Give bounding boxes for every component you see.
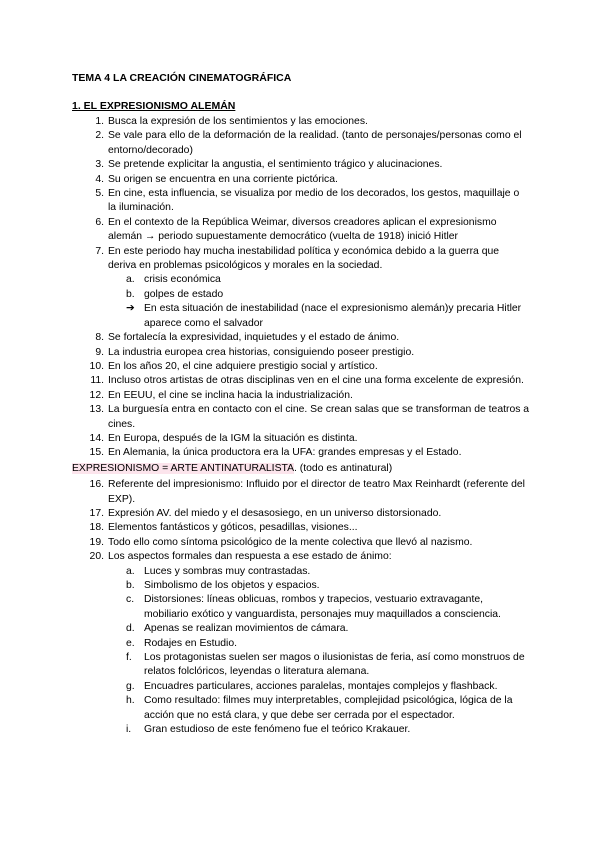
list-item-text: La industria europea crea historias, consiguiendo poseer prestigio. bbox=[108, 346, 415, 358]
list-item bbox=[0, 158, 600, 172]
list-item bbox=[0, 536, 600, 550]
numbered-list bbox=[0, 331, 600, 461]
sub-list-item-letter: h. bbox=[126, 695, 135, 707]
sub-list-item-letter: g. bbox=[126, 680, 135, 692]
list-item bbox=[0, 389, 600, 403]
sub-list-item-text: Los protagonistas suelen ser magos o ilusionistas de feria, así como monstruos de relatos folclóricos, leyendas o literatura alemana. bbox=[144, 652, 525, 678]
list-item bbox=[0, 216, 600, 245]
list-item-number: 3. bbox=[95, 159, 104, 171]
list-item-number: 19. bbox=[89, 536, 104, 548]
list-item bbox=[0, 360, 600, 374]
list-item-text: Los aspectos formales dan respuesta a ese estado de ánimo: bbox=[108, 551, 392, 563]
sub-list-item bbox=[0, 680, 600, 694]
arrow-icon: ➔ bbox=[126, 303, 135, 315]
list-item-text: En los años 20, el cine adquiere prestigio social y artístico. bbox=[108, 360, 378, 372]
list-item-number: 7. bbox=[95, 245, 104, 257]
list-item-number: 14. bbox=[89, 432, 104, 444]
sub-list-item bbox=[0, 273, 600, 287]
sub-list bbox=[0, 565, 600, 738]
list-item bbox=[0, 521, 600, 535]
sub-list bbox=[0, 273, 600, 302]
list-item-text: Todo ello como síntoma psicológico de la mente colectiva que llevó al nazismo. bbox=[108, 536, 473, 548]
list-item-number: 20. bbox=[89, 551, 104, 563]
sub-list-item-letter: i. bbox=[126, 724, 132, 736]
sub-list-item-text: Distorsiones: líneas oblicuas, rombos y trapecios, vestuario extravagante, mobiliario exótico y vanguardista, personajes muy maquillados a consciencia. bbox=[144, 594, 501, 620]
numbered-list bbox=[0, 115, 600, 273]
list-item-text: En EEUU, el cine se inclina hacia la industrialización. bbox=[108, 389, 353, 401]
list-item-text: Referente del impresionismo: Influido por el director de teatro Max Reinhardt (referente del EXP). bbox=[108, 479, 525, 505]
sub-list-item bbox=[0, 723, 600, 737]
list-item bbox=[0, 403, 600, 432]
list-item-number: 4. bbox=[95, 173, 104, 185]
list-item-number: 15. bbox=[89, 447, 104, 459]
list-item-text: En Alemania, la única productora era la UFA: grandes empresas y el Estado. bbox=[108, 447, 462, 459]
list-item-text: En este periodo hay mucha inestabilidad política y económica debido a la guerra que deriva en problemas psicológicos y morales en la sociedad. bbox=[108, 245, 500, 272]
list-item bbox=[0, 374, 600, 388]
sub-list-item-text: crisis económica bbox=[144, 274, 221, 286]
list-item bbox=[0, 129, 600, 158]
list-item bbox=[0, 187, 600, 216]
list-item-number: 12. bbox=[89, 389, 104, 401]
list-item-text: En cine, esta influencia, se visualiza por medio de los decorados, los gestos, maquillaje o la iluminación. bbox=[108, 188, 520, 214]
sub-list-item-letter: e. bbox=[126, 637, 135, 649]
list-item-text: Busca la expresión de los sentimientos y las emociones. bbox=[108, 116, 368, 127]
list-item bbox=[0, 507, 600, 521]
sub-list-item bbox=[0, 637, 600, 651]
sub-list-item-text: Gran estudioso de este fenómeno fue el teórico Krakauer. bbox=[144, 724, 411, 736]
list-item bbox=[0, 432, 600, 446]
highlight-line bbox=[0, 462, 600, 476]
highlighted-text: EXPRESIONISMO = ARTE ANTINATURALISTA bbox=[72, 462, 295, 474]
sub-list-item bbox=[0, 579, 600, 593]
numbered-list bbox=[0, 478, 600, 564]
arrow-item bbox=[0, 302, 600, 331]
list-item-text: Elementos fantásticos y góticos, pesadillas, visiones... bbox=[108, 522, 358, 534]
sub-list-item-text: golpes de estado bbox=[144, 288, 224, 300]
list-item bbox=[0, 173, 600, 187]
sub-list-item-letter: f. bbox=[126, 652, 132, 664]
arrow-item-text: En esta situación de inestabilidad (nace el expresionismo alemán)y precaria Hitler aparece como el salvador bbox=[144, 303, 522, 329]
list-item-text: Expresión AV. del miedo y el desasosiego, en un universo distorsionado. bbox=[108, 507, 442, 519]
list-item-number: 13. bbox=[89, 404, 104, 416]
list-item-text: En Europa, después de la IGM la situación es distinta. bbox=[108, 432, 358, 444]
list-item-text: Se vale para ello de la deformación de la realidad. (tanto de personajes/personas como el entorno/decorado) bbox=[108, 130, 522, 156]
sub-list-item bbox=[0, 694, 600, 723]
sub-list-item bbox=[0, 651, 600, 680]
list-item-text: Se pretende explicitar la angustia, el sentimiento trágico y alucinaciones. bbox=[108, 159, 443, 171]
list-item-number: 6. bbox=[95, 216, 104, 228]
sub-list-item bbox=[0, 288, 600, 302]
list-item-number: 16. bbox=[89, 479, 104, 491]
sub-list-item bbox=[0, 565, 600, 579]
list-item-text: Incluso otros artistas de otras disciplinas ven en el cine una forma excelente de expresión. bbox=[108, 375, 524, 387]
list-item bbox=[0, 478, 600, 507]
sub-list-item-letter: a. bbox=[126, 274, 135, 286]
list-item bbox=[0, 550, 600, 564]
sub-list-item-letter: b. bbox=[126, 580, 135, 591]
sub-list-item-text: Rodajes en Estudio. bbox=[144, 637, 237, 649]
list-item-number: 1. bbox=[95, 116, 104, 127]
sub-list-item-letter: a. bbox=[126, 565, 135, 577]
list-item-number: 17. bbox=[89, 507, 104, 519]
sub-list-item-letter: d. bbox=[126, 623, 135, 635]
section-title: 1. EL EXPRESIONISMO ALEMÁN bbox=[72, 100, 236, 112]
sub-list-item-text: Luces y sombras muy contrastadas. bbox=[144, 565, 311, 577]
list-item bbox=[0, 446, 600, 460]
list-item-text: La burguesía entra en contacto con el cine. Se crean salas que se transforman de teatros a cines. bbox=[108, 404, 530, 430]
document-body bbox=[0, 115, 600, 737]
list-item bbox=[0, 115, 600, 129]
list-item-number: 9. bbox=[95, 346, 104, 358]
list-item-number: 18. bbox=[89, 522, 104, 534]
list-item bbox=[0, 346, 600, 360]
list-item-number: 8. bbox=[95, 332, 104, 344]
list-item bbox=[0, 331, 600, 345]
sub-list-item-text: Como resultado: filmes muy interpretables, complejidad psicológica, lógica de la acción que no está clara, y que debe ser cerrada por el espectador. bbox=[144, 695, 513, 721]
document-title: TEMA 4 LA CREACIÓN CINEMATOGRÁFICA bbox=[72, 72, 292, 84]
highlight-line-rest: . (todo es antinatural) bbox=[294, 462, 393, 474]
sub-list-item-text: Apenas se realizan movimientos de cámara. bbox=[144, 623, 349, 635]
sub-list-item bbox=[0, 593, 600, 622]
sub-list-item-text: Simbolismo de los objetos y espacios. bbox=[144, 580, 320, 591]
list-item-number: 5. bbox=[95, 188, 104, 200]
list-item-number: 10. bbox=[89, 360, 104, 372]
sub-list-item bbox=[0, 622, 600, 636]
list-item-number: 11. bbox=[90, 375, 104, 387]
list-item-text: Se fortalecía la expresividad, inquietudes y el estado de ánimo. bbox=[108, 332, 400, 344]
list-item bbox=[0, 245, 600, 274]
sub-list-item-letter: b. bbox=[126, 288, 135, 300]
list-item-text: En el contexto de la República Weimar, diversos creadores aplican el expresionismo alemán → periodo supuestamente democrático (vuelta de 1918) inició Hitler bbox=[108, 216, 497, 243]
sub-list-item-letter: c. bbox=[126, 594, 135, 606]
list-item-number: 2. bbox=[95, 130, 104, 142]
sub-list-item-text: Encuadres particulares, acciones paralelas, montajes complejos y flashback. bbox=[144, 680, 498, 692]
list-item-text: Su origen se encuentra en una corriente pictórica. bbox=[108, 173, 338, 185]
